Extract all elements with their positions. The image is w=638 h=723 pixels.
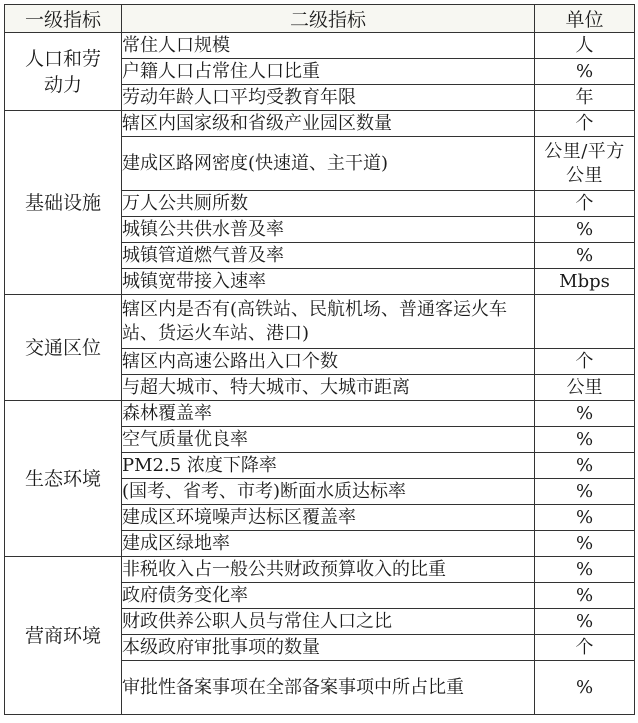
unit-cell: 公里/平方公里	[535, 137, 635, 191]
indicator-cell: 城镇公共供水普及率	[122, 217, 535, 243]
unit-cell: 人	[535, 33, 635, 59]
indicator-table	[4, 4, 635, 715]
unit-cell: %	[535, 505, 635, 531]
table-row	[5, 295, 635, 349]
indicator-cell: 城镇宽带接入速率	[122, 269, 535, 295]
unit-cell: %	[535, 557, 635, 583]
indicator-cell: 森林覆盖率	[122, 401, 535, 427]
unit-cell: %	[535, 217, 635, 243]
unit-cell: %	[535, 401, 635, 427]
table-row	[5, 33, 635, 59]
group-name: 营商环境	[5, 557, 122, 715]
indicator-cell: 常住人口规模	[122, 33, 535, 59]
unit-cell: %	[535, 453, 635, 479]
indicator-cell: 万人公共厕所数	[122, 191, 535, 217]
unit-cell: 个	[535, 191, 635, 217]
group-name: 基础设施	[5, 111, 122, 295]
unit-cell: %	[535, 609, 635, 635]
unit-cell: 年	[535, 85, 635, 111]
header-row	[5, 5, 635, 33]
indicator-cell: 非税收入占一般公共财政预算收入的比重	[122, 557, 535, 583]
indicator-cell: 辖区内是否有(高铁站、民航机场、普通客运火车站、货运火车站、港口)	[122, 295, 535, 349]
indicator-cell: 空气质量优良率	[122, 427, 535, 453]
unit-cell	[535, 295, 635, 349]
group-name: 人口和劳动力	[5, 33, 122, 111]
header-unit: 单位	[535, 5, 635, 33]
unit-cell: 个	[535, 349, 635, 375]
indicator-cell: 财政供养公职人员与常住人口之比	[122, 609, 535, 635]
indicator-cell: 本级政府审批事项的数量	[122, 635, 535, 661]
indicator-cell: 劳动年龄人口平均受教育年限	[122, 85, 535, 111]
indicator-cell: (国考、省考、市考)断面水质达标率	[122, 479, 535, 505]
indicator-cell: 户籍人口占常住人口比重	[122, 59, 535, 85]
indicator-cell: 辖区内高速公路出入口个数	[122, 349, 535, 375]
indicator-cell: 建成区路网密度(快速道、主干道)	[122, 137, 535, 191]
indicator-cell: 城镇管道燃气普及率	[122, 243, 535, 269]
indicator-cell: 辖区内国家级和省级产业园区数量	[122, 111, 535, 137]
group-name: 交通区位	[5, 295, 122, 401]
unit-cell: 个	[535, 111, 635, 137]
indicator-cell: PM2.5 浓度下降率	[122, 453, 535, 479]
group-name: 生态环境	[5, 401, 122, 557]
unit-cell: %	[535, 427, 635, 453]
table-row	[5, 111, 635, 137]
unit-cell: 公里	[535, 375, 635, 401]
unit-cell: 个	[535, 635, 635, 661]
unit-cell: %	[535, 479, 635, 505]
unit-cell: %	[535, 243, 635, 269]
unit-cell: %	[535, 583, 635, 609]
header-level1: 一级指标	[5, 5, 122, 33]
indicator-cell: 建成区环境噪声达标区覆盖率	[122, 505, 535, 531]
unit-cell: %	[535, 531, 635, 557]
unit-cell: %	[535, 59, 635, 85]
unit-cell: %	[535, 661, 635, 715]
table-container	[4, 4, 635, 715]
indicator-cell: 与超大城市、特大城市、大城市距离	[122, 375, 535, 401]
indicator-cell: 审批性备案事项在全部备案事项中所占比重	[122, 661, 535, 715]
unit-cell: Mbps	[535, 269, 635, 295]
indicator-cell: 政府债务变化率	[122, 583, 535, 609]
header-level2: 二级指标	[122, 5, 535, 33]
table-row	[5, 401, 635, 427]
indicator-cell: 建成区绿地率	[122, 531, 535, 557]
table-row	[5, 557, 635, 583]
